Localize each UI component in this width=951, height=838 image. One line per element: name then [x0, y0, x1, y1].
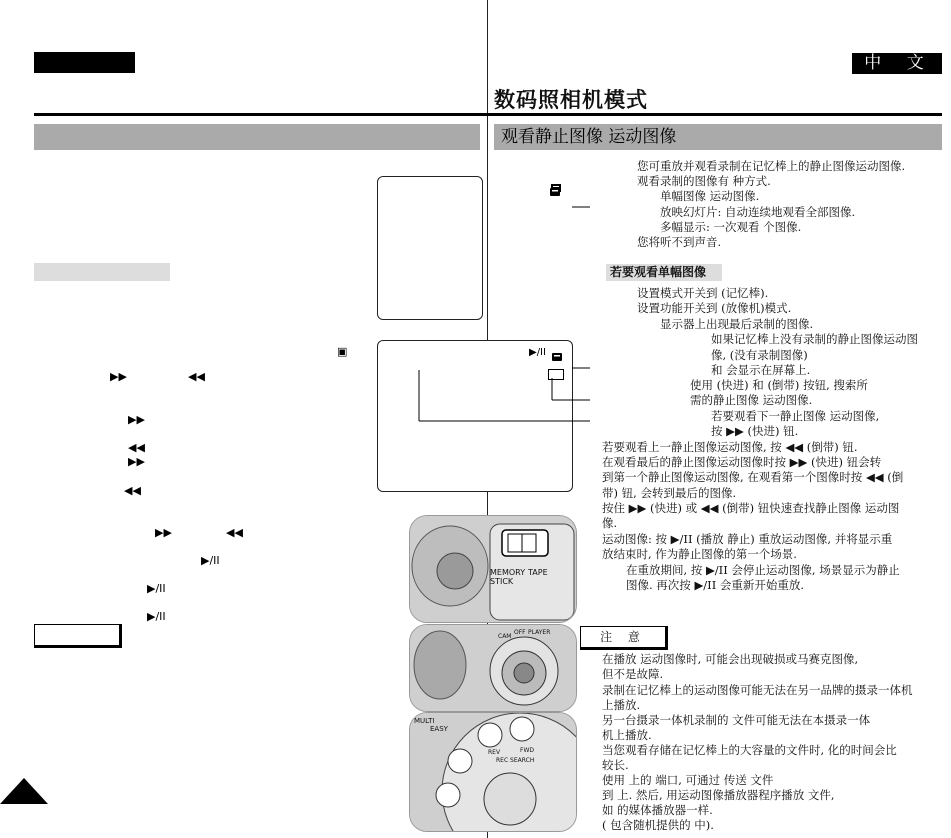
single-view-heading: 若要观看单幅图像: [606, 264, 722, 281]
language-tab: 中 文: [852, 53, 942, 74]
memory-label: MEMORY: [490, 568, 526, 577]
ff-glyph: ▶▶: [128, 455, 145, 468]
note-line: 较长.: [602, 758, 629, 772]
ff-glyph: ▶▶: [155, 526, 172, 539]
section-title: 观看静止图像 运动图像: [501, 127, 677, 147]
step-line: 若要观看下一静止图像 运动图像,: [711, 409, 880, 423]
note-line: 录制在记忆棒上的运动图像可能无法在另一品牌的摄录一体机: [602, 683, 913, 697]
control-buttons-photo: [409, 712, 577, 832]
ff-glyph: ▶▶: [110, 370, 127, 383]
play-pause-glyph: ▶/II: [147, 610, 166, 623]
step-line: 如果记忆棒上没有录制的静止图像运动图: [711, 332, 918, 346]
rew-glyph: ◀◀: [124, 484, 141, 497]
rew-glyph: ◀◀: [226, 526, 243, 539]
intro-line: 您可重放并观看录制在记忆棒上的静止图像运动图像.: [637, 159, 906, 173]
play-pause-glyph: ▶/II: [147, 582, 166, 595]
paragraph-line: 若要观看上一静止图像运动图像, 按 ◀◀ (倒带) 钮.: [602, 440, 858, 454]
easy-label: EASY: [430, 725, 448, 733]
step-line: 需的静止图像 运动图像.: [690, 393, 813, 407]
intro-line: 多幅显示: 一次观看 个图像.: [660, 220, 802, 234]
tape-label: TAPE: [528, 568, 548, 577]
play-pause-status: ▶/II: [529, 347, 546, 358]
rew-glyph: ◀◀: [188, 370, 205, 383]
callout-lines: [410, 195, 590, 425]
paragraph-line: 像.: [602, 516, 618, 530]
note-box-left: [34, 624, 122, 648]
cam-label: CAM: [498, 633, 512, 640]
notice-heading: 注 意: [580, 626, 668, 650]
note-line: 另一台摄录一体机录制的 文件可能无法在本摄录一体: [602, 713, 871, 727]
player-label: PLAYER: [528, 629, 551, 636]
fwd-label: FWD: [520, 747, 535, 754]
intro-line: 放映幻灯片: 自动连续地观看全部图像.: [660, 205, 856, 219]
rec-search-label: REC SEARCH: [496, 757, 535, 764]
note-line: ( 包含随机提供的 中).: [602, 818, 714, 832]
off-label: OFF: [514, 629, 526, 636]
ff-glyph: ▶▶: [128, 413, 145, 426]
note-line: 但不是故障.: [602, 667, 664, 681]
header-rule: [34, 113, 942, 116]
stick-label: STICK: [490, 577, 514, 586]
page-corner-triangle: [0, 778, 48, 804]
step-line: 设置模式开关到 (记忆棒).: [637, 286, 769, 300]
paragraph-line: 运动图像: 按 ▶/II (播放 静止) 重放运动图像, 并将显示重: [602, 532, 893, 546]
section-bar-left: [34, 124, 480, 150]
step-line: 使用 (快进) 和 (倒带) 按钮, 搜索所: [690, 378, 868, 392]
rew-glyph: ◀◀: [128, 441, 145, 454]
step-line: 显示器上出现最后录制的图像.: [660, 317, 814, 331]
paragraph-line: 到第一个静止图像运动图像, 在观看第一个图像时按 ◀◀ (倒: [602, 470, 904, 484]
step-line: 像, (没有录制图像): [711, 348, 808, 362]
paragraph-line: 在重放期间, 按 ▶/II 会停止运动图像, 场景显示为静止: [626, 563, 900, 577]
step-line: 按 ▶▶ (快进) 钮.: [711, 424, 799, 438]
note-line: 在播放 运动图像时, 可能会出现破损或马赛克图像,: [602, 652, 859, 666]
paragraph-line: 放结束时, 作为静止图像的第一个场景.: [602, 547, 797, 561]
note-line: 使用 上的 端口, 可通过 传送 文件: [602, 773, 774, 787]
intro-line: 您将听不到声音.: [637, 235, 722, 249]
subsection-bar-left: [34, 263, 170, 281]
multi-label: MULTI: [414, 717, 435, 725]
step-line: 和 会显示在屏幕上.: [711, 363, 811, 377]
note-line: 机上播放.: [602, 728, 652, 742]
power-dial-photo: [409, 624, 577, 712]
rev-label: REV: [488, 749, 501, 756]
step-line: 设置功能开关到 (放像机)模式.: [637, 301, 792, 315]
language-tab-left: [34, 52, 135, 73]
chapter-title: 数码照相机模式: [494, 88, 648, 112]
paragraph-line: 带) 钮, 会转到最后的图像.: [602, 486, 737, 500]
paragraph-line: 按住 ▶▶ (快进) 或 ◀◀ (倒带) 钮快速查找静止图像 运动图: [602, 501, 900, 515]
note-line: 上播放.: [602, 698, 641, 712]
memory-card-glyph: ▣: [337, 345, 348, 358]
paragraph-line: 图像. 再次按 ▶/II 会重新开始重放.: [626, 578, 805, 592]
intro-line: 单幅图像 运动图像.: [660, 189, 760, 203]
note-line: 当您观看存储在记忆棒上的大容量的文件时, 化的时间会比: [602, 743, 897, 757]
note-line: 到 上. 然后, 用运动图像播放器程序播放 文件,: [602, 788, 835, 802]
paragraph-line: 在观看最后的静止图像运动图像时按 ▶▶ (快进) 钮会转: [602, 455, 882, 469]
note-line: 如 的媒体播放器一样.: [602, 803, 713, 817]
memory-stick-switch-photo: [409, 515, 577, 623]
intro-line: 观看录制的图像有 种方式.: [637, 174, 771, 188]
play-pause-glyph: ▶/II: [201, 554, 220, 567]
